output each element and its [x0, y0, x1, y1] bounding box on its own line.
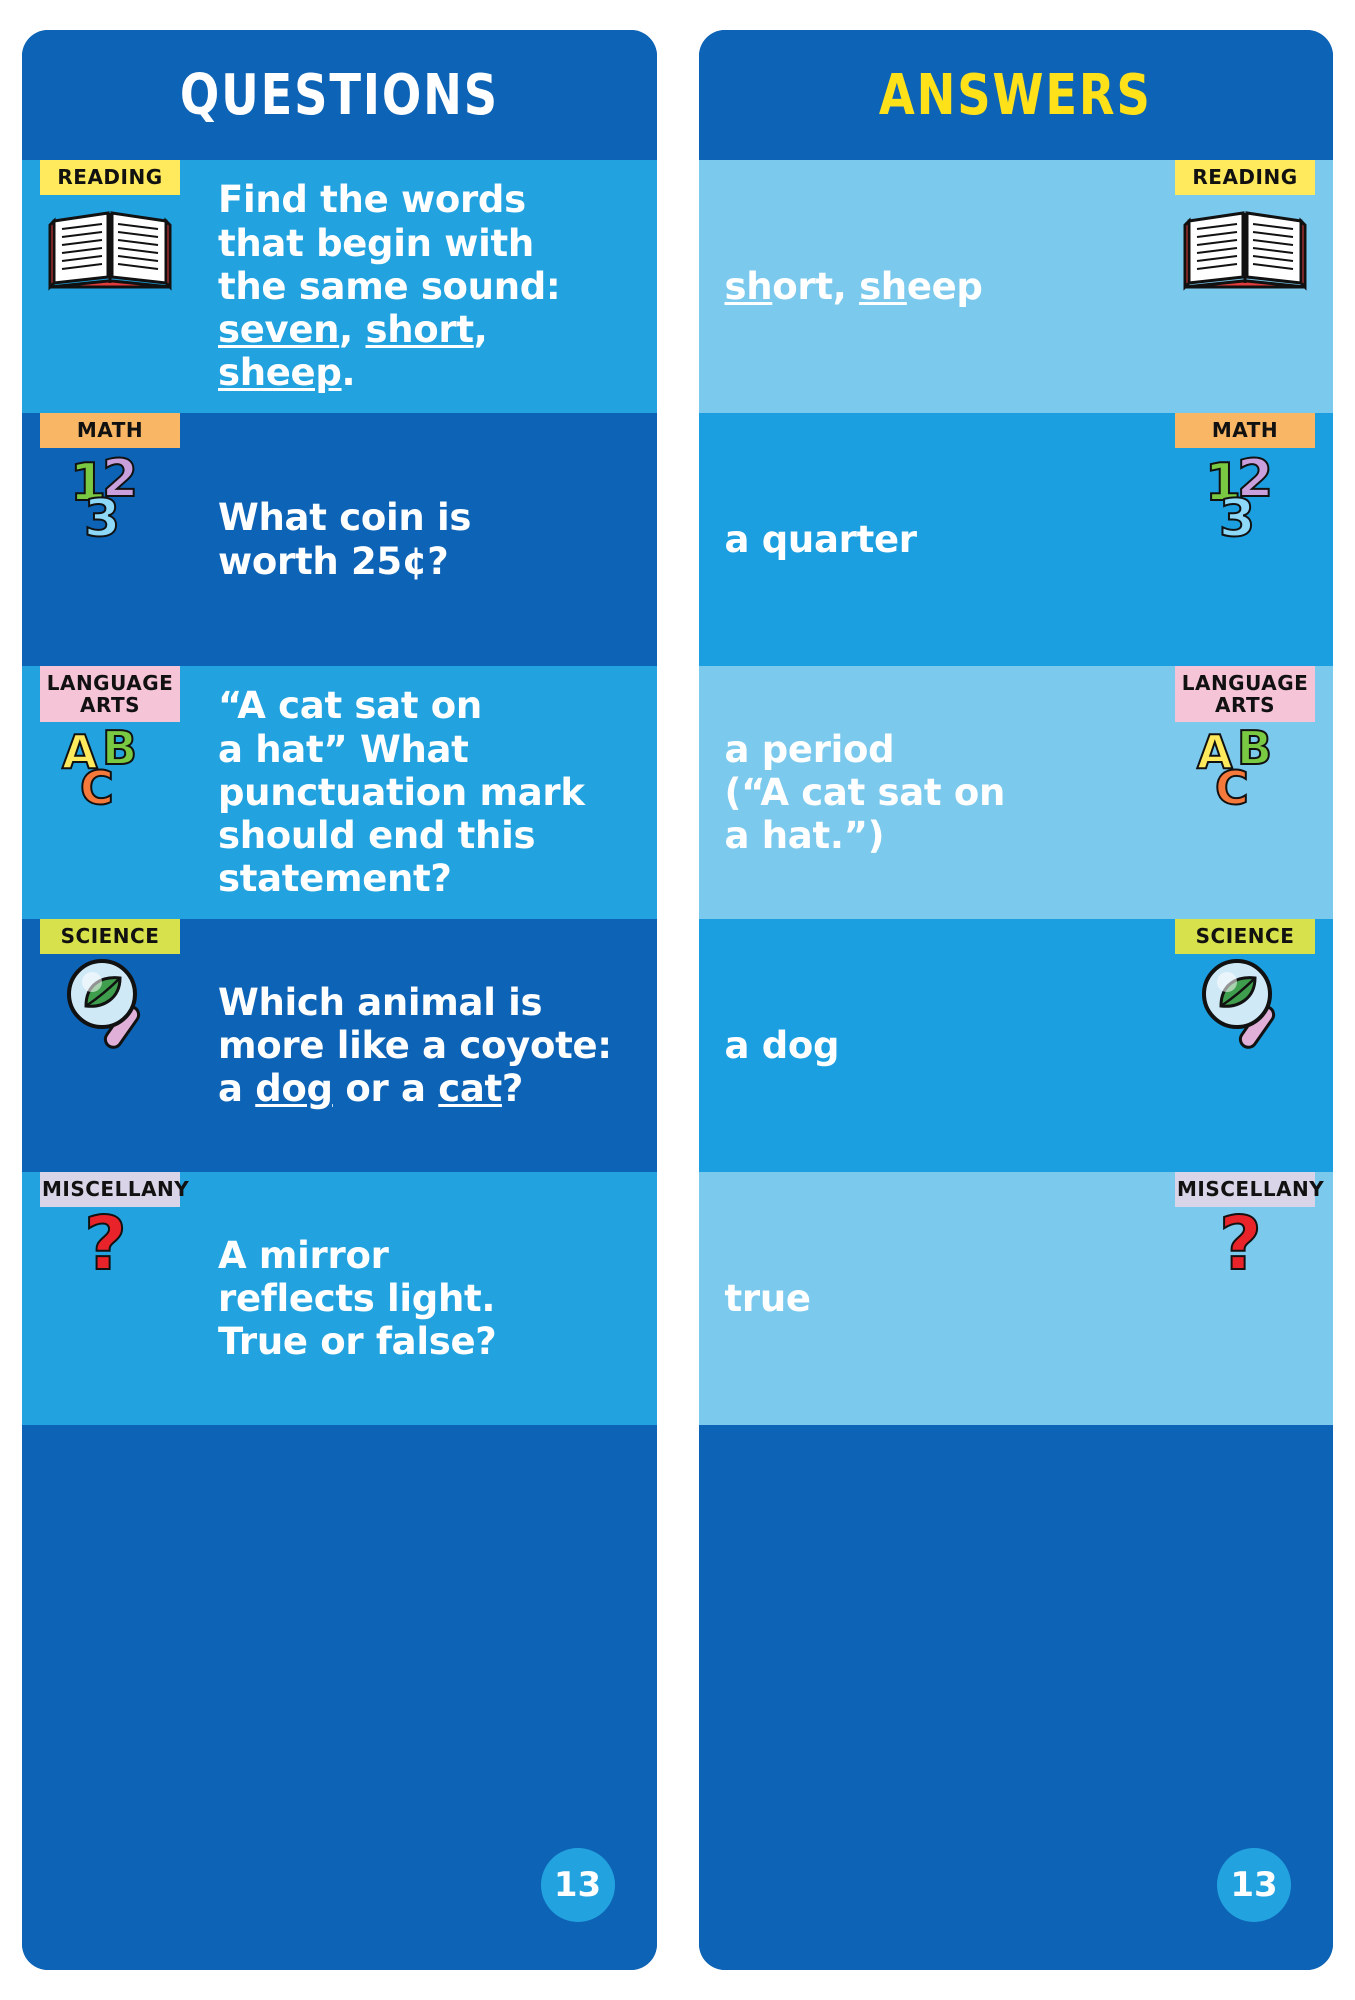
open-book-icon: [1175, 195, 1315, 291]
answers-card: [699, 30, 1334, 1970]
a1-rest-1: ort,: [772, 264, 860, 308]
answers-header: [699, 30, 1334, 160]
language-label-line1: LANGUAGE: [46, 671, 174, 695]
question-row-miscellany: [22, 1172, 657, 1425]
subject-tag-language-arts-answer: [1175, 666, 1315, 818]
subject-tag-math-answer: [1175, 413, 1315, 544]
svg-text:B: B: [1237, 722, 1273, 776]
answers-rows: [699, 160, 1334, 1798]
svg-text:?: ?: [84, 1206, 127, 1287]
svg-text:1: 1: [1205, 452, 1242, 513]
subject-label-science-answer: SCIENCE: [1175, 919, 1315, 954]
subject-label-miscellany: MISCELLANY: [40, 1172, 180, 1207]
q1-word-short: short: [365, 308, 474, 352]
q1-line3: the same sound:: [218, 264, 561, 308]
answer-row-miscellany: [699, 1172, 1334, 1425]
answer-text-miscellany: true: [724, 1276, 811, 1320]
answer-row-language-arts: [699, 666, 1334, 919]
svg-text:C: C: [80, 761, 114, 816]
subject-label-reading: READING: [40, 160, 180, 195]
svg-text:A: A: [1197, 725, 1233, 780]
question-text-science: [218, 981, 618, 1111]
a3-line3: a hat.”): [724, 814, 885, 858]
answer-row-science: [699, 919, 1334, 1172]
subject-tag-language-arts: [40, 666, 180, 818]
subject-label-math: MATH: [40, 413, 180, 448]
svg-text:3: 3: [1219, 488, 1256, 544]
a1-sh-1: sh: [724, 264, 773, 308]
q4-line3a: a: [218, 1067, 256, 1111]
q2-line1: What coin is: [218, 496, 472, 540]
answer-row-reading: [699, 160, 1334, 413]
q5-line3: True or false?: [218, 1320, 497, 1364]
questions-title: QUESTIONS: [179, 62, 499, 128]
svg-text:2: 2: [1237, 448, 1274, 509]
subject-tag-reading-answer: [1175, 160, 1315, 291]
answer-text-reading: [725, 265, 1158, 308]
q3-line3: punctuation mark: [218, 770, 585, 814]
questions-rows: [22, 160, 657, 1798]
question-row-language-arts: [22, 666, 657, 919]
q5-line1: A mirror: [218, 1233, 389, 1277]
answer-text-language-arts: [725, 728, 1181, 858]
answer-row-math: [699, 413, 1334, 666]
magnifying-glass-leaf-icon: [40, 954, 180, 1050]
subject-tag-science: [40, 919, 180, 1050]
subject-label-science: SCIENCE: [40, 919, 180, 954]
page-number-badge-answers: 13: [1217, 1848, 1291, 1922]
subject-tag-science-answer: [1175, 919, 1315, 1050]
answers-title: ANSWERS: [879, 62, 1153, 128]
question-text-language-arts: [218, 684, 591, 900]
q5-line2: reflects light.: [218, 1276, 496, 1320]
svg-text:C: C: [1215, 761, 1249, 816]
a3-line1: a period: [724, 727, 895, 771]
q4-word-cat: cat: [438, 1067, 502, 1111]
q4-line3b: or a: [332, 1067, 439, 1111]
q1-word-seven: seven: [218, 308, 340, 352]
subject-tag-reading: [40, 160, 180, 291]
open-book-icon: [40, 195, 180, 291]
subject-label-math-answer: MATH: [1175, 413, 1315, 448]
letters-abc-icon: [1175, 722, 1315, 818]
questions-card: [22, 30, 657, 1970]
q3-line2: a hat” What: [218, 727, 469, 771]
q4-line2: more like a coyote:: [218, 1023, 612, 1067]
a1-sh-2: sh: [859, 264, 907, 308]
q1-word-sheep: sheep: [218, 351, 342, 395]
q2-line2: worth 25¢?: [218, 539, 449, 583]
svg-text:1: 1: [70, 452, 107, 513]
question-row-math: [22, 413, 657, 666]
questions-header: [22, 30, 657, 160]
question-row-science: [22, 919, 657, 1172]
q1-line2: that begin with: [218, 221, 534, 265]
answers-footer: [699, 1798, 1334, 1970]
subject-tag-miscellany-answer: [1175, 1172, 1325, 1303]
language-label-line1-answer: LANGUAGE: [1181, 671, 1309, 695]
questions-footer: [22, 1798, 657, 1970]
letters-abc-icon: [40, 722, 180, 818]
numbers-123-icon: [40, 448, 180, 544]
q3-line4: should end this: [218, 814, 536, 858]
numbers-123-icon: [1175, 448, 1315, 544]
q3-line5: statement?: [218, 857, 452, 901]
answer-text-math: a quarter: [724, 517, 917, 561]
question-text-reading: Find the words that begin with the same sound: seven, short, sheep.: [218, 178, 561, 395]
svg-text:B: B: [102, 722, 138, 776]
question-mark-icon: [40, 1207, 180, 1303]
svg-text:A: A: [62, 725, 98, 780]
q3-line1: “A cat sat on: [218, 684, 482, 728]
language-label-line2-answer: ARTS: [1214, 692, 1276, 717]
q4-line1: Which animal is: [218, 980, 543, 1024]
page-number-badge-questions: 13: [541, 1848, 615, 1922]
subject-label-language-arts-answer: [1175, 666, 1315, 722]
question-row-reading: [22, 160, 657, 413]
subject-tag-math: [40, 413, 180, 544]
q4-word-dog: dog: [255, 1067, 333, 1111]
question-mark-icon: [1175, 1207, 1315, 1303]
svg-text:?: ?: [1219, 1206, 1262, 1287]
language-label-line2: ARTS: [79, 692, 141, 717]
q4-line3c: ?: [501, 1067, 524, 1111]
q1-line1: Find the words: [218, 178, 526, 222]
subject-label-reading-answer: READING: [1175, 160, 1315, 195]
subject-label-language-arts: [40, 666, 180, 722]
svg-text:3: 3: [84, 488, 121, 544]
question-text-math: [218, 496, 477, 583]
question-text-miscellany: [218, 1234, 502, 1364]
a1-rest-2: eep: [906, 264, 983, 308]
magnifying-glass-leaf-icon: [1175, 954, 1315, 1050]
subject-tag-miscellany: [40, 1172, 190, 1303]
svg-text:2: 2: [102, 448, 139, 509]
subject-label-miscellany-answer: MISCELLANY: [1175, 1172, 1315, 1207]
answer-text-science: a dog: [724, 1023, 840, 1067]
a3-line2: (“A cat sat on: [724, 770, 1006, 814]
